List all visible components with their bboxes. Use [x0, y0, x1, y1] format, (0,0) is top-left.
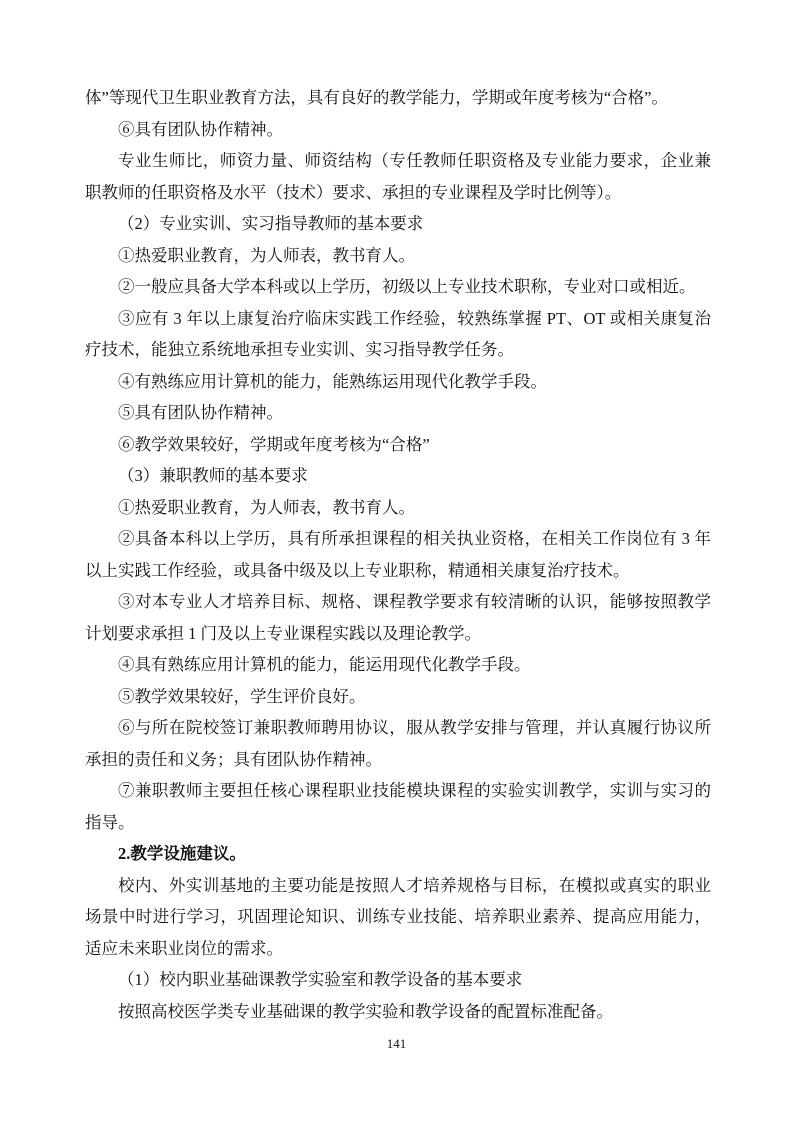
paragraph: 校内、外实训基地的主要功能是按照人才培养规格与目标，在模拟或真实的职业场景中时进行学习，巩固理论知识、训练专业技能、培养职业素养、提高应用能力，适应未来职业岗位的需求。 — [85, 875, 711, 958]
paragraph: ①热爱职业教育，为人师表，教书育人。 — [118, 245, 415, 265]
paragraph: （3）兼职教师的基本要求 — [118, 466, 308, 485]
paragraph: ⑥与所在院校签订兼职教师聘用协议，服从教学安排与管理，并认真履行协议所承担的责任和义务；具有团队协作精神。 — [85, 718, 711, 769]
paragraph: ④有熟练应用计算机的能力，能熟练运用现代化教学手段。 — [118, 371, 547, 391]
document-body — [85, 82, 711, 1027]
paragraph: 专业生师比，师资力量、师资结构（专任教师任职资格及专业能力要求，企业兼职教师的任职资格及水平（技术）要求、承担的专业课程及学时比例等）。 — [85, 151, 711, 202]
paragraph: ③应有 3 年以上康复治疗临床实践工作经验，较熟练掌握 PT、OT 或相关康复治疗技术，能独立系统地承担专业实训、实习指导教学任务。 — [85, 308, 711, 359]
page-number: 141 — [386, 1036, 407, 1051]
paragraph: ②一般应具备大学本科或以上学历，初级以上专业技术职称，专业对口或相近。 — [118, 277, 696, 296]
paragraph: ⑤具有团队协作精神。 — [118, 403, 283, 422]
paragraph: ②具备本科以上学历，具有所承担课程的相关执业资格，在相关工作岗位有 3 年以上实践工作经验，或具备中级及以上专业职称，精通相关康复治疗技术。 — [85, 529, 711, 580]
paragraph: （2）专业实训、实习指导教师的基本要求 — [118, 214, 424, 233]
paragraph: ①热爱职业教育，为人师表，教书育人。 — [118, 497, 415, 517]
paragraph: ⑥具有团队协作精神。 — [118, 119, 283, 139]
paragraph: ④具有熟练应用计算机的能力，能运用现代化教学手段。 — [118, 655, 531, 674]
paragraph: （1）校内职业基础课教学实验室和教学设备的基本要求 — [118, 970, 523, 989]
paragraph: ⑥教学效果较好，学期或年度考核为“合格” — [118, 434, 430, 454]
paragraph: ⑦兼职教师主要担任核心课程职业技能模块课程的实验实训教学，实训与实习的指导。 — [85, 781, 711, 832]
paragraph: 体”等现代卫生职业教育方法，具有良好的教学能力，学期或年度考核为“合格”。 — [85, 88, 668, 107]
paragraph: 2.教学设施建议。 — [118, 844, 246, 863]
paragraph: 按照高校医学类专业基础课的教学实验和教学设备的配置标准配备。 — [118, 1001, 613, 1021]
paragraph: ⑤教学效果较好，学生评价良好。 — [118, 686, 366, 706]
paragraph: ③对本专业人才培养目标、规格、课程教学要求有较清晰的认识，能够按照教学计划要求承担 1 门及以上专业课程实践以及理论教学。 — [85, 592, 711, 643]
